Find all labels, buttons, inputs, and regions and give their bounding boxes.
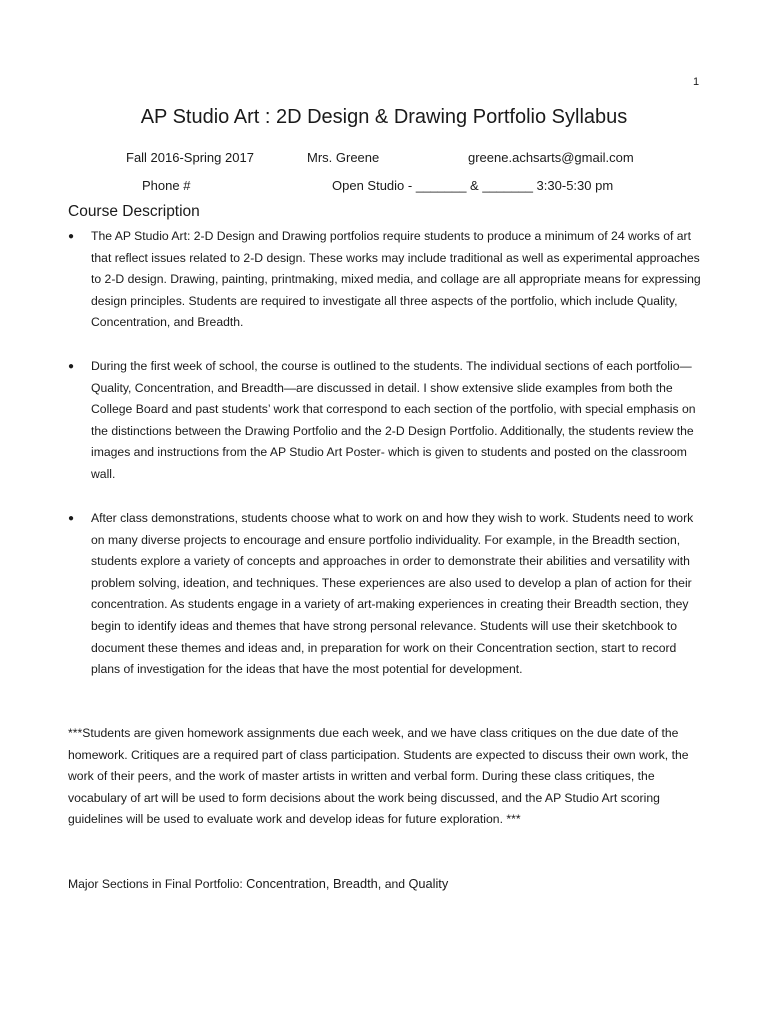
course-description-heading: Course Description	[68, 203, 200, 220]
major-sections-item1: Concentration, Breadth,	[246, 876, 382, 891]
page-title	[0, 106, 768, 129]
title-suffix: : 2D Design & Drawing Portfolio Syllabus	[259, 106, 628, 128]
bullet-icon: ●	[68, 513, 75, 524]
major-sections-item2: Quality	[408, 876, 449, 891]
open-studio-value: - _______ & _______ 3:30-5:30 pm	[404, 178, 614, 193]
email-text: greene.achsarts@gmail.com	[468, 150, 634, 165]
list-item	[68, 356, 708, 486]
info-row-1	[0, 150, 768, 170]
bullet-text: During the first week of school, the course is outlined to the students. The individual sections of each portfolio—Quality, Concentration, and Breadth—are discussed in detail. I show extensive slide examples from both the College Board and past students’ work that correspond to each section of the portfolio, with special emphasis on the distinctions between the Drawing Portfolio and the 2-D Design Portfolio. Additionally, the students review the images and instructions from the AP Studio Art Poster- which is given to students and posted on the classroom wall.	[91, 359, 696, 481]
major-sections-label: Major Sections in Final Portfolio:	[68, 877, 247, 891]
major-sections-joiner: and	[381, 877, 409, 891]
info-row-2	[0, 178, 768, 198]
list-item	[68, 508, 708, 681]
title-prefix: AP Studio Art	[140, 106, 260, 128]
homework-note: ***Students are given homework assignments due each week, and we have class critiques on the due date of the homework. Critiques are a required part of class participation. Students are expected to discuss their own work, the work of their peers, and the work of master artists in written and verbal form. During these class critiques, the vocabulary of art will be used to form decisions about the work being discussed, and the AP Studio Art scoring guidelines will be used to evaluate work and develop ideas for future exploration. ***	[68, 726, 689, 827]
bullet-text: The AP Studio Art: 2-D Design and Drawing portfolios require students to produce a minimum of 24 works of art that reflect issues related to 2-D design. These works may include traditional as well as experimental approaches to 2-D design. Drawing, painting, printmaking, mixed media, and collage are all appropriate means for expressing design principles. Students are required to investigate all three aspects of the portfolio, which include Quality, Concentration, and Breadth.	[91, 229, 701, 330]
bullet-text: After class demonstrations, students choose what to work on and how they wish to work. Students need to work on many diverse projects to encourage and ensure portfolio individuality. For example, in the Breadth section, students explore a variety of concepts and approaches in order to demonstrate their abilities and versatility with problem solving, ideation, and techniques. These experiences are also used to develop a plan of action for their concentration. As students engage in a variety of art-making experiences in creating their Breadth section, they begin to identify ideas and themes that have strong personal relevance. Students will use their sketchbook to document these themes and ideas and, in preparation for work on their Concentration section, start to record plans of investigation for the ideas that have the most potential for development.	[91, 511, 694, 677]
page-number: 1	[693, 76, 700, 88]
open-studio-label: Open Studio	[332, 178, 405, 193]
bullet-icon: ●	[68, 361, 75, 372]
open-studio	[332, 178, 613, 193]
bullet-icon: ●	[68, 231, 75, 242]
list-item	[68, 226, 708, 334]
term-text: Fall 2016-Spring 2017	[126, 150, 254, 165]
major-sections	[68, 876, 448, 891]
phone-label: Phone #	[142, 178, 191, 193]
teacher-name: Mrs. Greene	[307, 150, 380, 165]
